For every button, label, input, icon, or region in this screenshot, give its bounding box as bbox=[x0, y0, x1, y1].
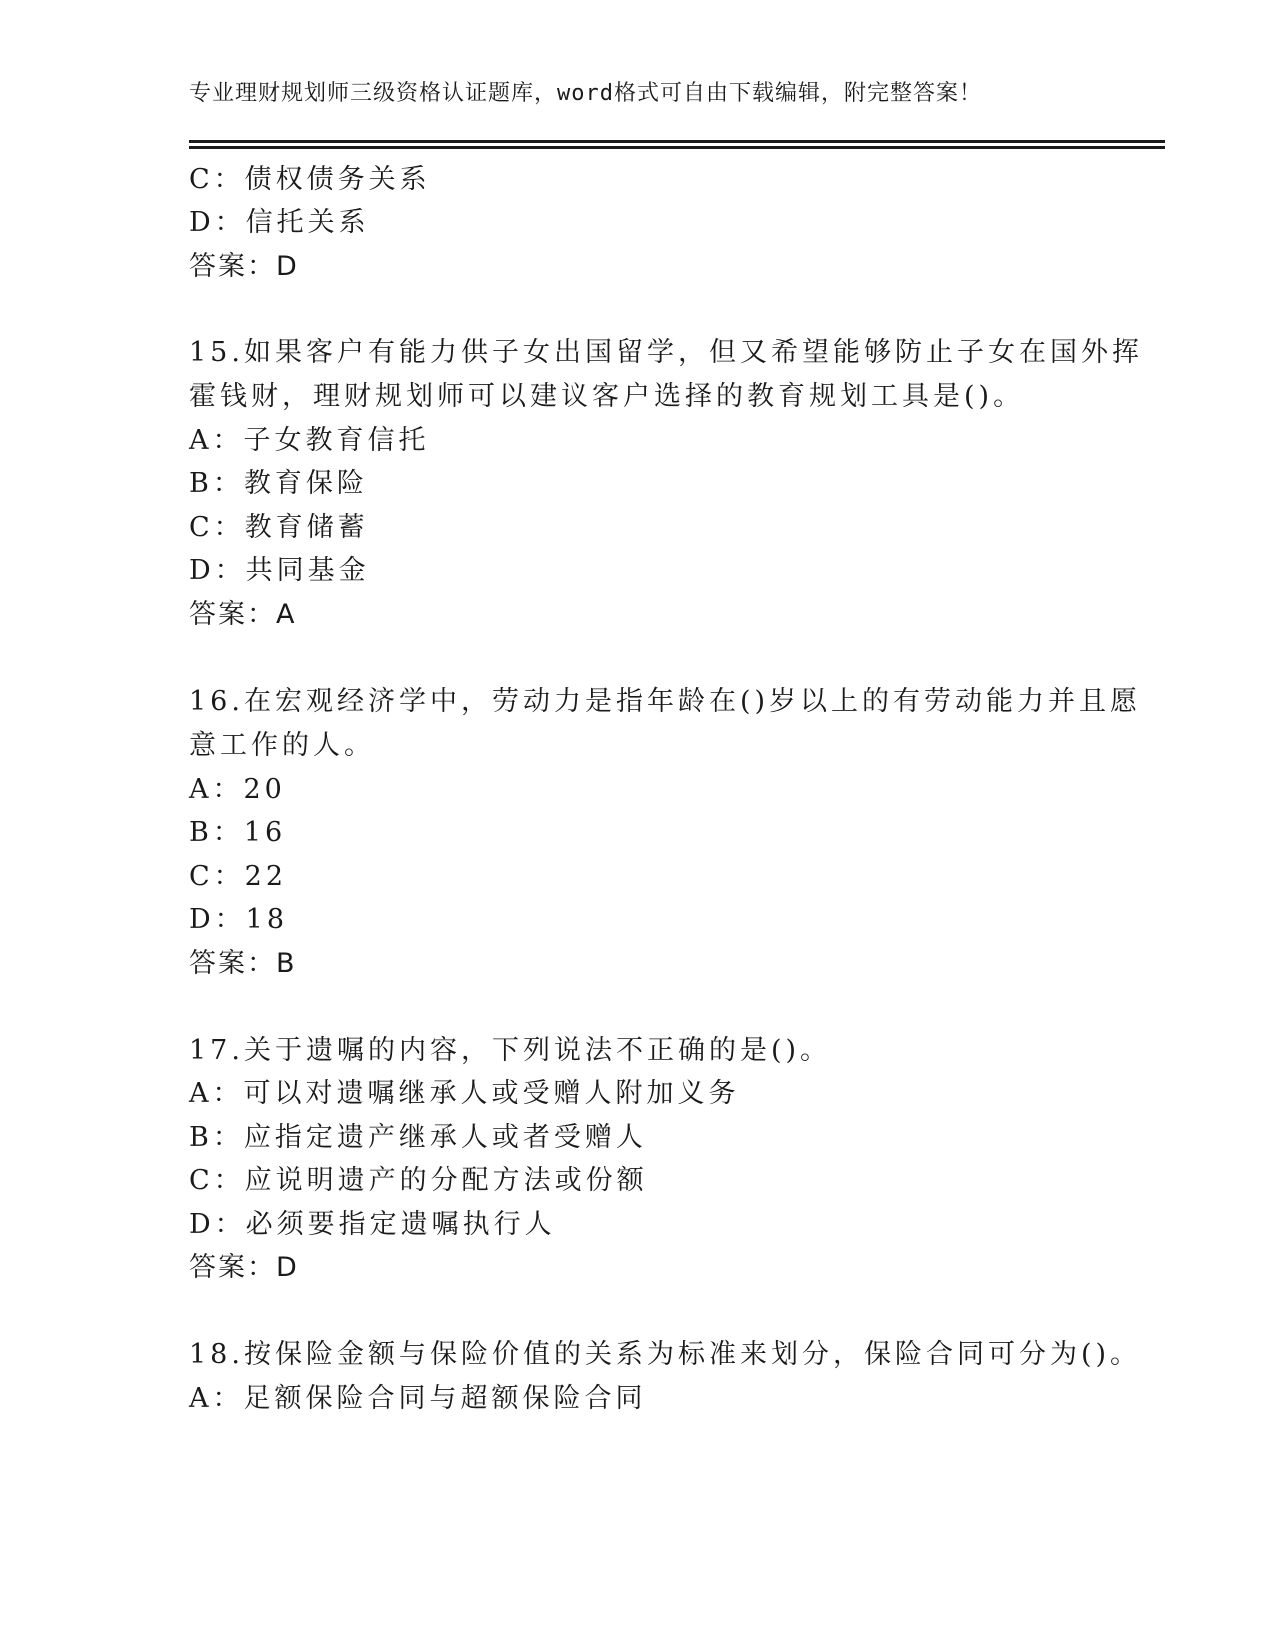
q17-option-c: C：应说明遗产的分配方法或份额 bbox=[189, 1165, 648, 1196]
header-rule-bottom bbox=[189, 146, 1165, 149]
q15-option-b: B：教育保险 bbox=[189, 468, 368, 499]
q16-option-b: B：16 bbox=[189, 817, 287, 848]
q17-stem-line1: 17.关于遗嘱的内容，下列说法不正确的是()。 bbox=[189, 1035, 832, 1066]
q16-stem-line1: 16.在宏观经济学中，劳动力是指年龄在()岁以上的有劳动能力并且愿 bbox=[189, 686, 1142, 717]
q16-option-c: C：22 bbox=[189, 861, 288, 892]
q17-option-b: B：应指定遗产继承人或者受赠人 bbox=[189, 1122, 647, 1153]
q18-option-a: A：足额保险合同与超额保险合同 bbox=[189, 1383, 647, 1414]
q14-option-d: D：信托关系 bbox=[189, 207, 370, 238]
q16-stem-line2: 意工作的人。 bbox=[189, 730, 375, 761]
q15-stem-line1: 15.如果客户有能力供子女出国留学，但又希望能够防止子女在国外挥 bbox=[189, 337, 1143, 368]
q15-option-d: D：共同基金 bbox=[189, 555, 370, 586]
q14-option-c: C：债权债务关系 bbox=[189, 164, 431, 195]
q17-option-a: A：可以对遗嘱继承人或受赠人附加义务 bbox=[189, 1078, 740, 1109]
q16-answer: 答案：B bbox=[189, 948, 297, 979]
q15-stem-line2: 霍钱财，理财规划师可以建议客户选择的教育规划工具是()。 bbox=[189, 381, 1025, 412]
q15-answer: 答案：A bbox=[189, 599, 297, 630]
q14-answer: 答案：D bbox=[189, 251, 299, 282]
q17-answer: 答案：D bbox=[189, 1252, 299, 1283]
q17-option-d: D：必须要指定遗嘱执行人 bbox=[189, 1209, 556, 1240]
q15-option-c: C：教育储蓄 bbox=[189, 512, 369, 543]
page-header: 专业理财规划师三级资格认证题库，word格式可自由下载编辑，附完整答案！ bbox=[189, 81, 982, 106]
q16-option-a: A：20 bbox=[189, 774, 286, 805]
q18-stem-line1: 18.按保险金额与保险价值的关系为标准来划分，保险合同可分为()。 bbox=[189, 1339, 1142, 1370]
q16-option-d: D：18 bbox=[189, 904, 289, 935]
q15-option-a: A：子女教育信托 bbox=[189, 425, 430, 456]
header-rule-top bbox=[189, 140, 1165, 143]
